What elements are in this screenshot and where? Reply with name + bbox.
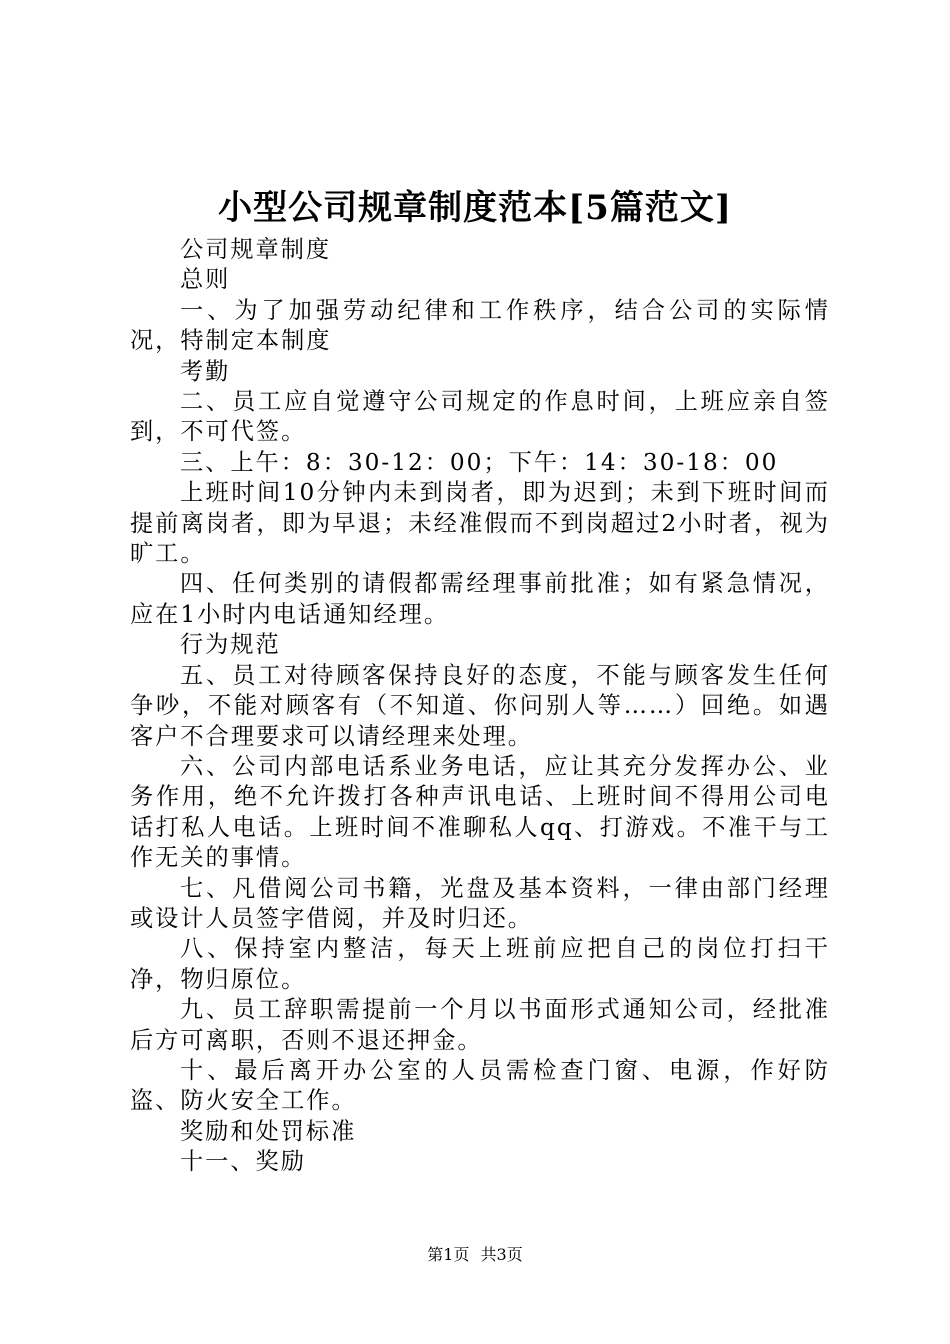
- paragraph-2: 二、员工应自觉遵守公司规定的作息时间，上班应亲自签到，不可代签。: [130, 388, 830, 446]
- paragraph-late-rules: 上班时间10分钟内未到岗者，即为迟到；未到下班时间而提前离岗者，即为早退；未经准假而不到岗超过2小时者，视为旷工。: [130, 479, 830, 568]
- page-number: 第1页: [427, 1245, 470, 1264]
- paragraph-3: 三、上午：8：30-12：00；下午：14：30-18：00: [180, 448, 779, 476]
- paragraph-10: 十、最后离开办公室的人员需检查门窗、电源，作好防盗、防火安全工作。: [130, 1056, 830, 1115]
- paragraph-4: 四、任何类别的请假都需经理事前批准；如有紧急情况，应在1小时内电话通知经理。: [130, 570, 830, 628]
- paragraph-11: 十一、奖励: [180, 1148, 306, 1176]
- page-total: 共3页: [480, 1245, 523, 1264]
- document-body: [130, 235, 830, 1178]
- paragraph-6: 六、公司内部电话系业务电话，应让其充分发挥办公、业务作用，绝不允许拨打各种声讯电话、上班时间不得用公司电话打私人电话。上班时间不准聊私人qq、打游戏。不准干与工作无关的事情。: [130, 752, 830, 872]
- paragraph-7: 七、凡借阅公司书籍，光盘及基本资料，一律由部门经理或设计人员签字借阅，并及时归还。: [130, 874, 830, 932]
- page-footer: [0, 1243, 950, 1267]
- paragraph-8: 八、保持室内整洁，每天上班前应把自己的岗位打扫干净，物归原位。: [130, 935, 830, 993]
- section-heading-rewards: 奖励和处罚标准: [180, 1117, 357, 1145]
- section-heading-conduct: 行为规范: [180, 631, 281, 659]
- section-heading-rules: 公司规章制度: [180, 236, 332, 263]
- document-title: 小型公司规章制度范本[5篇范文]: [218, 188, 732, 228]
- paragraph-5: 五、员工对待顾客保持良好的态度，不能与顾客发生任何争吵，不能对顾客有（不知道、你问别人等……）回绝。如遇客户不合理要求可以请经理来处理。: [130, 661, 830, 750]
- section-heading-general: 总则: [180, 266, 231, 294]
- paragraph-1: 一、为了加强劳动纪律和工作秩序，结合公司的实际情况，特制定本制度: [130, 296, 830, 355]
- paragraph-9: 九、员工辞职需提前一个月以书面形式通知公司，经批准后方可离职，否则不退还押金。: [130, 996, 830, 1054]
- section-heading-attendance: 考勤: [180, 357, 231, 385]
